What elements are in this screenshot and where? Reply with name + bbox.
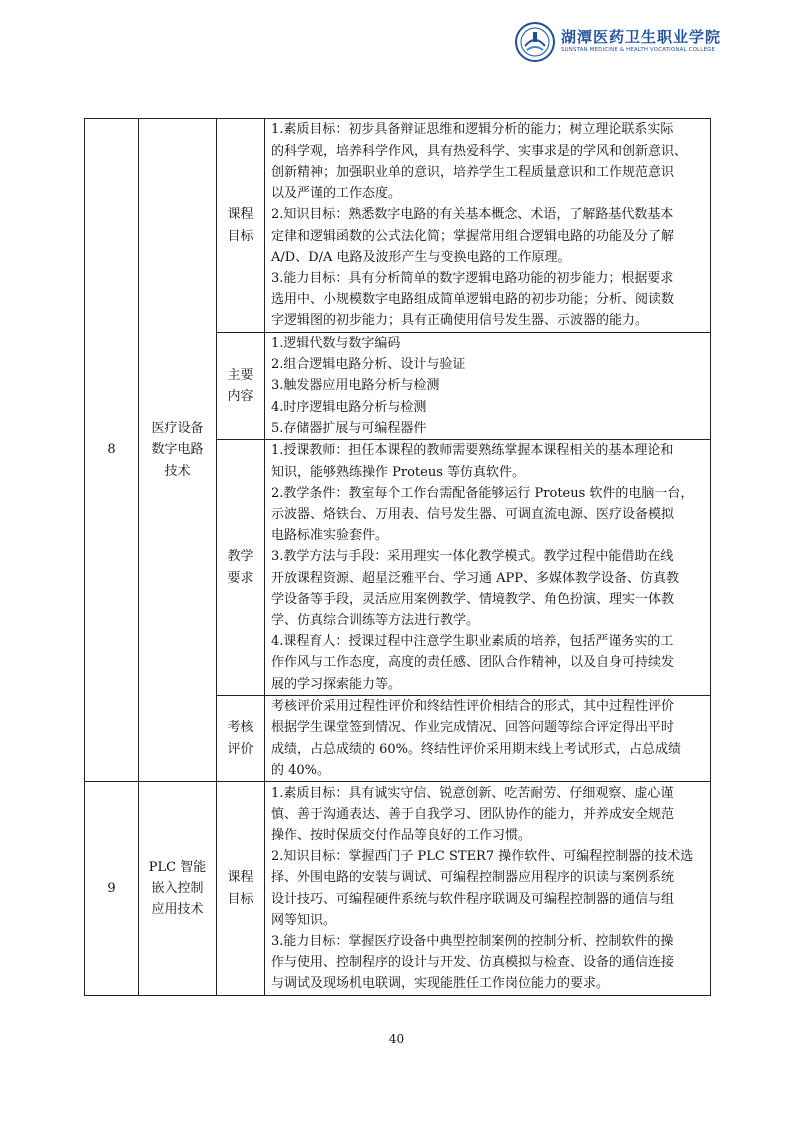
section-content: 考核评价采用过程性评价和终结性评价相结合的形式，其中过程性评价 根据学生课堂签到情况、作业完成情况、回答问题等综合评定得出平时 成绩，占总成绩的 60%。终结性评价采用期末线上考试形式，占总成绩 的 40%。 [265,696,711,782]
row-number: 8 [85,119,139,782]
page-number: 40 [388,1032,405,1046]
course-name: PLC 智能 嵌入控制 应用技术 [139,782,217,996]
row-number: 9 [85,782,139,996]
section-content: 1.逻辑代数与数字编码 2.组合逻辑电路分析、设计与验证 3.触发器应用电路分析与检测 4.时序逻辑电路分析与检测 5.存储器扩展与可编程器件 [265,333,711,440]
school-name-en: SUNSTAN MEDICINE & HEALTH VOCATIONAL COLLEGE [561,47,716,53]
table-row [85,782,711,996]
school-name: 湖潭医药卫生职业学院 [561,28,722,46]
category-label: 课程 目标 [217,119,265,333]
section-content: 1.素质目标：初步具备辩证思维和逻辑分析的能力；树立理论联系实际 的科学观，培养科学作风，具有热爱科学、实事求是的学风和创新意识、 创新精神；加强职业单的意识，培养学生工程质量意识和工作规范意识 以及严谨的工作态度。 2.知识目标：熟悉数字电路的有关基本概念、术语，了解路基代数基本 定律和逻辑函数的公式法化简；掌握常用组合逻辑电路的功能及分了解 A/D、D/A 电路及波形产生与变换电路的工作原理。 3.能力目标：具有分析简单的数字逻辑电路功能的初步能力；根据要求 选用中、小规模数字电路组成简单逻辑电路的初步功能；分析、阅读数 字逻辑图的初步能力；具有正确使用信号发生器、示波器的能力。 [265,119,711,333]
section-content: 1.素质目标：具有诚实守信、锐意创新、吃苦耐劳、仔细观察、虚心谨 慎、善于沟通表达、善于自我学习、团队协作的能力，并养成安全规范 操作、按时保质交付作品等良好的工作习惯。 2.知识目标：掌握西门子 PLC STER7 操作软件、可编程控制器的技术选 择、外围电路的安装与调试、可编程控制器应用程序的识读与案例系统 设计技巧、可编程硬件系统与软件程序联调及可编程控制器的通信与组 网等知识。 3.能力目标：掌握医疗设备中典型控制案例的控制分析、控制软件的操 作与使用、控制程序的设计与开发、仿真模拟与检查、设备的通信连接 与调试及现场机电联调，实现能胜任工作岗位能力的要求。 [265,782,711,996]
category-label: 主要 内容 [217,333,265,440]
section-content: 1.授课教师：担任本课程的教师需要熟练掌握本课程相关的基本理论和 知识，能够熟练操作 Proteus 等仿真软件。 2.教学条件：教室每个工作台需配备能够运行 Proteus 软件的电脑一台， 示波器、烙铁台、万用表、信号发生器、可调直流电源、医疗设备模拟 电路标准实验套件。 3.教学方法与手段：采用理实一体化教学模式。教学过程中能借助在线 开放课程资源、超星泛雅平台、学习通 APP、多媒体教学设备、仿真教 学设备等手段，灵活应用案例教学、情境教学、角色扮演、理实一体教 学、仿真综合训练等方法进行教学。 4.课程育人：授课过程中注意学生职业素质的培养，包括严谨务实的工 作作风与工作态度，高度的责任感、团队合作精神，以及自身可持续发 展的学习探索能力等。 [265,440,711,696]
school-logo-icon [515,22,555,62]
category-label: 考核 评价 [217,696,265,782]
page-header [515,20,722,68]
course-name: 医疗设备 数字电路 技术 [139,119,217,782]
category-label: 教学 要求 [217,440,265,696]
table-row [85,119,711,333]
course-table [84,118,711,996]
category-label: 课程 目标 [217,782,265,996]
